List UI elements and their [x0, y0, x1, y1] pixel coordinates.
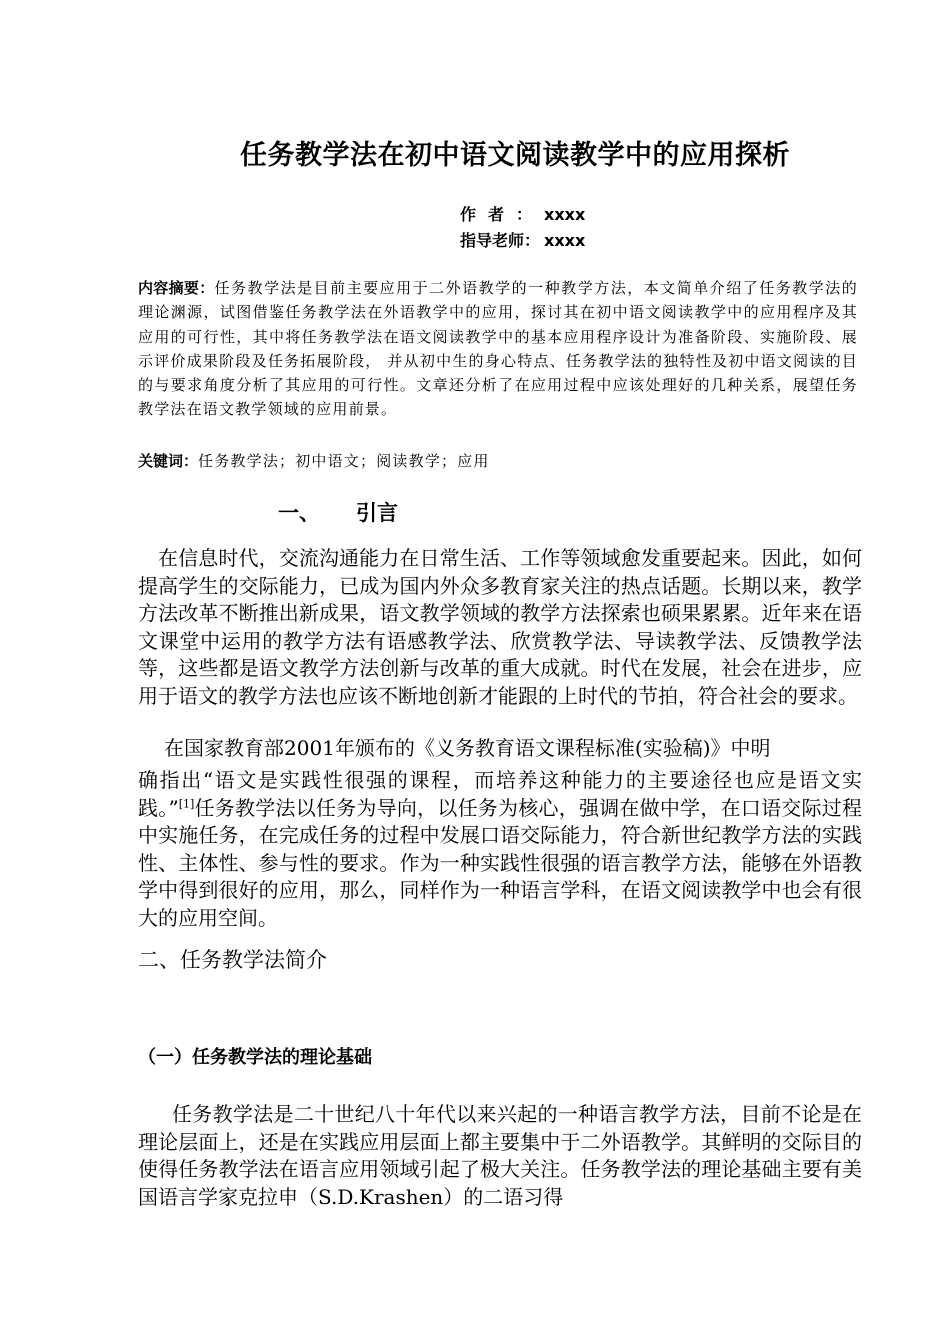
paragraph-3: 任务教学法是二十世纪八十年代以来兴起的一种语言教学方法，目前不论是在理论层面上，还是在实践应用层面上都主要集中于二外语教学。其鲜明的交际目的使得任务教学法在语言应用领域引起了极大关注。任务教学法的理论基础主要有美国语言学家克拉申（S.D.Krashen）的二语习得 — [138, 1102, 862, 1209]
section-title: 引言 — [356, 501, 398, 525]
author-line — [460, 202, 585, 225]
author-label: 作者： — [460, 205, 545, 224]
paragraph-2-line1: 在国家教育部2001年颁布的《义务教育语文课程标准(实验稿)》中明 — [164, 736, 771, 760]
paragraph-2 — [138, 767, 862, 932]
author-value: xxxx — [544, 205, 586, 224]
section-number: 一、 — [278, 501, 320, 525]
advisor-label: 指导老师： — [460, 231, 541, 250]
citation-ref: [1] — [178, 796, 195, 810]
paragraph-1: 在信息时代，交流沟通能力在日常生活、工作等领域愈发重要起来。因此，如何提高学生的交际能力，已成为国内外众多教育家关注的热点话题。长期以来，教学方法改革不断推出新成果，语文教学领域的教学方法探索也硕果累累。近年来在语文课堂中运用的教学方法有语感教学法、欣赏教学法、导读教学法、反馈教学法等，这些都是语文教学方法创新与改革的重大成就。时代在发展，社会在进步，应用于语文的教学方法也应该不断地创新才能跟的上时代的节拍，符合社会的要求。 — [138, 546, 862, 708]
abstract — [138, 276, 858, 422]
keywords — [138, 450, 858, 471]
subsection-heading-1: （一）任务教学法的理论基础 — [138, 1047, 372, 1068]
section-heading-2: 二、任务教学法简介 — [138, 948, 327, 972]
section-heading-intro — [278, 497, 398, 527]
paragraph-2-before-ref: 确指出“语文是实践性很强的课程，而培养这种能力的主要途径也应是语文实践。” — [138, 768, 862, 820]
abstract-label: 内容摘要： — [138, 279, 215, 297]
keywords-text: 任务教学法；初中语文；阅读教学；应用 — [198, 452, 490, 470]
paragraph-2-after-ref: 任务教学法以任务为导向，以任务为核心，强调在做中学，在口语交际过程中实施任务，在完成任务的过程中发展口语交际能力，符合新世纪教学方法的实践性、主体性、参与性的要求。作为一种实践性很强的语言教学方法，能够在外语教学中得到很好的应用，那么，同样作为一种语言学科，在语文阅读教学中也会有很大的应用空间。 — [138, 795, 863, 930]
document-title: 任务教学法在初中语文阅读教学中的应用探析 — [240, 140, 790, 171]
advisor-value: xxxx — [544, 231, 586, 250]
keywords-label: 关键词： — [138, 452, 199, 470]
abstract-text: 任务教学法是目前主要应用于二外语教学的一种教学方法，本文简单介绍了任务教学法的理论渊源，试图借鉴任务教学法在外语教学中的应用，探讨其在初中语文阅读教学中的应用程序及其应用的可行性，其中将任务教学法在语文阅读教学中的基本应用程序设计为准备阶段、实施阶段、展示评价成果阶段及任务拓展阶段， 并从初中生的身心特点、任务教学法的独特性及初中语文阅读的目的与要求角度分析了其应用的可行性。文章还分析了在应用过程中应该处理好的几种关系，展望任务教学法在语文教学领域的应用前景。 — [138, 279, 858, 419]
advisor-line — [460, 228, 585, 251]
